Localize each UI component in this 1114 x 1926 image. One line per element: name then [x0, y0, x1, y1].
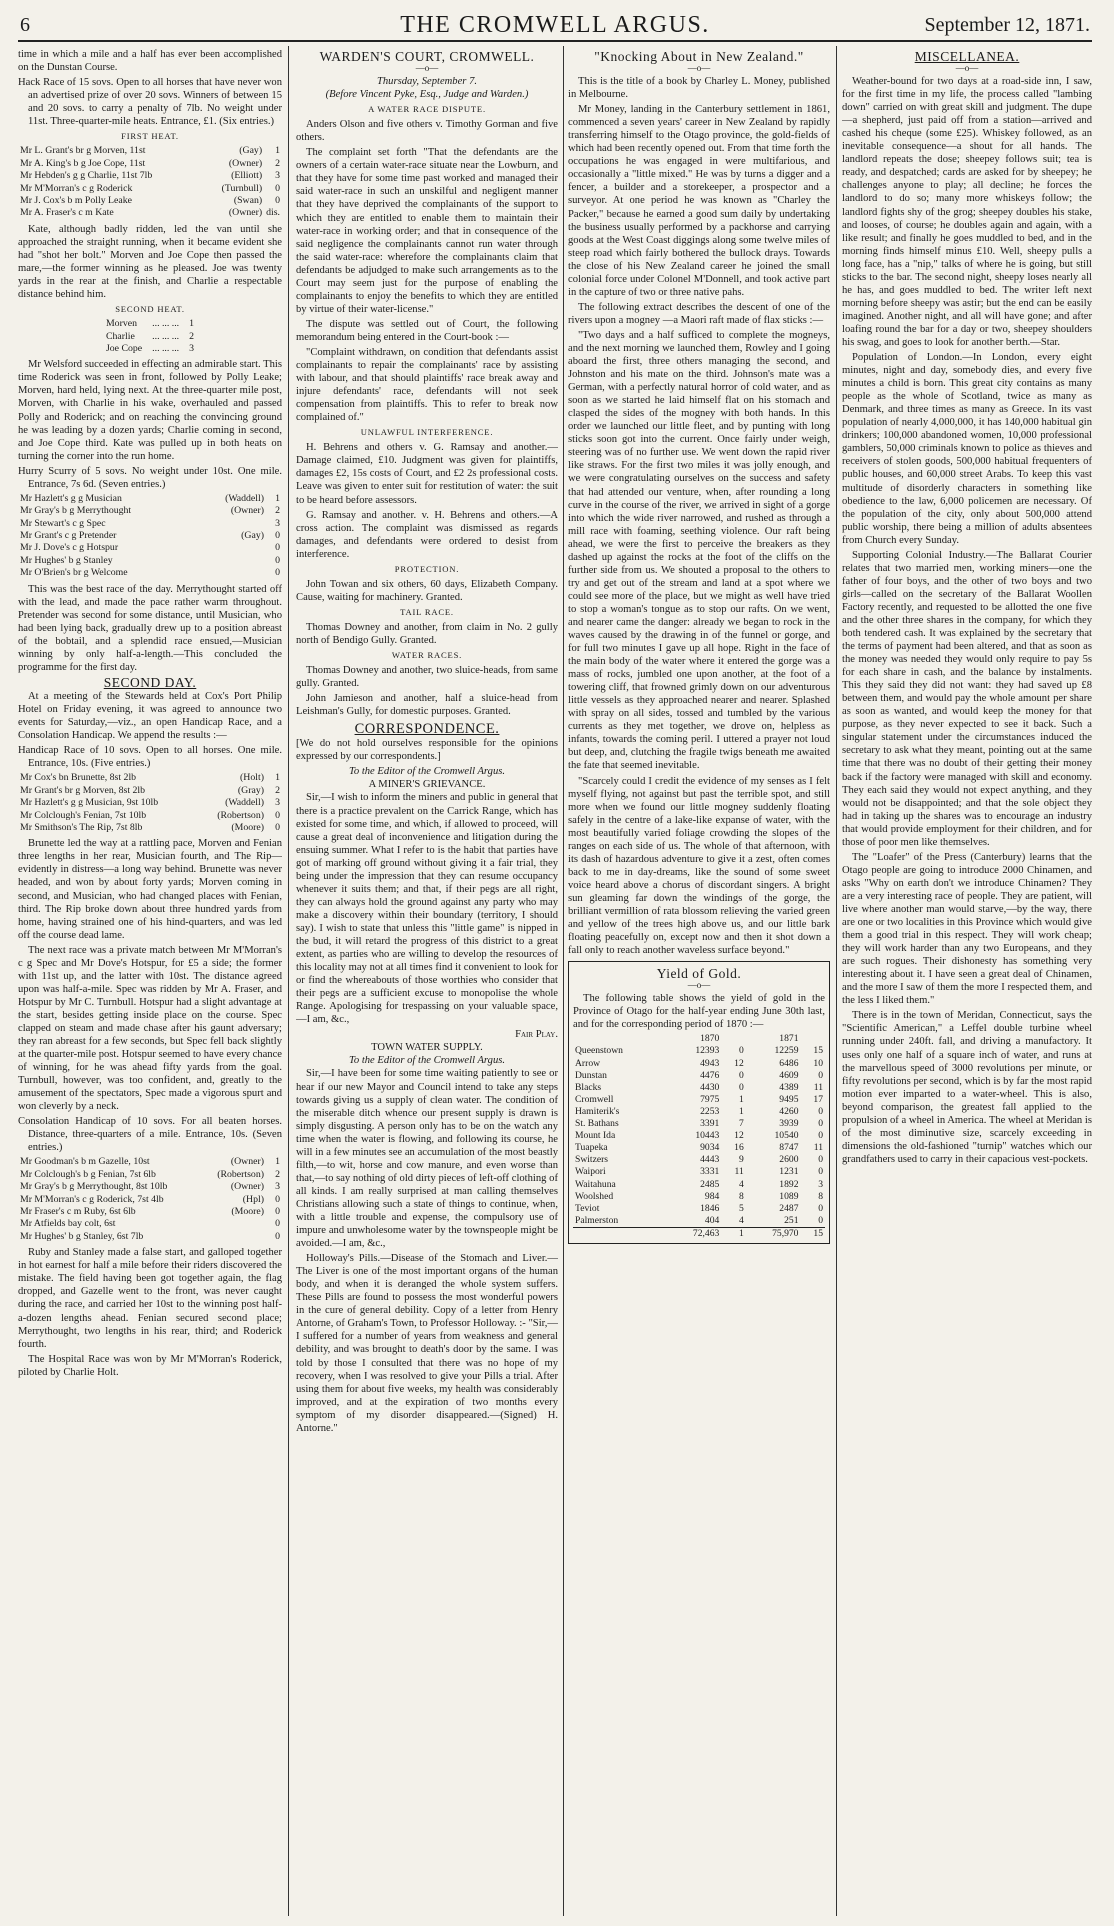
- table-row: Blacks 4430 0 4389 11: [575, 1081, 823, 1093]
- heat-results: [101, 318, 199, 355]
- letter-title: TOWN WATER SUPPLY.: [371, 1042, 483, 1054]
- result-row: Mr Grant's br g Morven, 8st 2lb (Gray) 2: [20, 784, 280, 796]
- race-description: Hack Race of 15 sovs. Open to all horses that have never won an advertised prize of over 20 sovs. Winners of between 15 and 20 sovs. to carry a penalty of 7lb. No weight under 11st. Three-quarter-mile heats. Entrance, £1. (Six entries.): [18, 77, 282, 128]
- race-description: Consolation Handicap of 10 sovs. For all beaten horses. Distance, three-quarters of a mile. Entrance, 10s. (Seven entries.): [18, 1116, 282, 1154]
- result-row: Mr Atfields bay colt, 6st 0: [20, 1218, 280, 1230]
- newspaper-title: THE CROMWELL ARGUS.: [400, 12, 710, 38]
- salutation: To the Editor of the Cromwell Argus.: [348, 766, 506, 778]
- column-racing: [18, 48, 282, 1914]
- table-total-row: 72,463 1 75,970 15: [573, 1227, 825, 1240]
- table-row: Teviot 1846 5 2487 0: [575, 1202, 823, 1214]
- subheading: TAIL RACE.: [400, 606, 454, 617]
- gold-yield-table: [573, 1033, 825, 1240]
- paragraph: Brunette led the way at a rattling pace, Morven and Fenian three lengths in her rear, Musician fourth, and The Rip—evidently in distress—a long way behind. Brunette was never headed, and won by about forty yards; Morven coming in second, and Musician, who had changed places with Fenian, third. The Rip broke down about three hundred yards from home, having strained one of his hind-quarters, and was led off the course dead lame.: [18, 838, 282, 941]
- column-knocking-about: [568, 48, 830, 1914]
- paragraph: Kate, although badly ridden, led the van until she approached the straight running, when it became evident she had "shot her bolt." Morven and Joe Cope then passed the mare,—the former winning as he pleased. Joe was twenty yards in the rear at the finish, and Charlie a respectable distance behind him.: [18, 223, 282, 300]
- gold-yield-box: [568, 961, 830, 1244]
- paragraph: The Hospital Race was won by Mr M'Morran's Roderick, piloted by Charlie Holt.: [18, 1353, 282, 1378]
- result-row: Mr J. Dove's c g Hotspur 0: [20, 542, 280, 554]
- table-row: Palmerston 404 4 251 0: [575, 1214, 823, 1226]
- column-miscellanea: [842, 48, 1092, 1914]
- paragraph: This is the title of a book by Charley L. Money, published in Melbourne.: [568, 76, 830, 101]
- paragraph: Supporting Colonial Industry.—The Ballarat Courier relates that two married men, working miners—one the father of four boys, and the other of two boys and two girls—called on the secretary of the Ballarat Woollen Factory recently, and requested to be allotted the one five and the other three shares in the company, for which they both tendered cash. It was explained by the secretary that the terms of payment had been altered, and that as soon as the money was needed they would only require to pay 5s for each share in cash, and the balance by instalments. This they said they did not want: they had saved up £8 between them, and would pay the whole amount per share as soon as wanted, and would keep the money for that purpose, as they never expected to see it back. Such a singular statement under the circumstances induced the secretary to ask what they meant, pointing out at the same time that there was no doubt of their getting their money back if the factory were managed with skill and economy. They each said they would not expect anything, and they would not be disappointed; and that the sole object they had in taking up the shares was to encourage an industry that would provide employment for their children, and for those of poor men like themselves.: [842, 549, 1092, 848]
- divider: —o—: [687, 63, 711, 74]
- article-title: WARDEN'S COURT, CROMWELL.: [319, 49, 535, 64]
- result-row: Mr A. Fraser's c m Kate (Owner) dis.: [20, 207, 280, 219]
- race-description: Hurry Scurry of 5 sovs. No weight under 10st. One mile. Entrance, 7s 6d. (Seven entries.): [18, 465, 282, 490]
- result-row: Mr Stewart's c g Spec 3: [20, 517, 280, 529]
- subheading: A WATER RACE DISPUTE.: [368, 104, 486, 115]
- paragraph: At a meeting of the Stewards held at Cox's Port Philip Hotel on Friday evening, it was agreed to announce two events for Saturday,—viz., an open Handicap Race, and a Consolation Handicap. We append the results :—: [18, 691, 282, 742]
- paragraph: "Complaint withdrawn, on condition that defendants assist complainants to repair the complainants' race by assisting with labour, and that should plaintiffs' race break away and injure defendants' race, defendants will not seek compensation from plaintiffs. This to refer to break now complained of.": [296, 346, 558, 424]
- result-row: Joe Cope ... ... ... 3: [105, 342, 195, 354]
- court-date: Thursday, September 7.: [376, 76, 478, 88]
- column-wardens-court: [296, 48, 558, 1914]
- result-row: Mr Colclough's b g Fenian, 7st 6lb (Robertson) 2: [20, 1168, 280, 1180]
- masthead: [18, 10, 1092, 42]
- table-row: Cromwell 7975 1 9495 17: [575, 1093, 823, 1105]
- table-row: Waipori 3331 11 1231 0: [575, 1166, 823, 1178]
- paragraph: The dispute was settled out of Court, the following memorandum being entered in the Court-book :—: [296, 318, 558, 343]
- article-title: Yield of Gold.: [656, 966, 742, 982]
- paragraph: Ruby and Stanley made a false start, and galloped together in hot earnest for half a mile before their riders discovered the mistake. The field having been got together again, the flag dropped, and Gazelle went to the front, was never caught during the race, and carried her 10st to the winning post half-a-dozen lengths ahead. Fenian secured second place; Merrythought, two lengths in his rear, third; and Roderick fourth.: [18, 1247, 282, 1350]
- paragraph: "Scarcely could I credit the evidence of my senses as I felt myself flying, not against but past the terrible spot, and still more when we found our little mogney suddenly floating safely in the centre of a lake-like expanse of water, with the most beautifully varied foliage crowding the slopes of the ranges on each side of us. The whole of that afternoon, with its dash of hazardous adventure to give it a zest, often comes back to me in day-dreams, like the sound of some sweet voice heard above a chorus of discordant singers. A bright sun gleaming far down the windings of the gorge, the brilliant vermillion of rata blossom relieving the varied green and yellow of the trees high above us, and our little bark floating peacefully on, except now and then it shot down a fall only to reach another waveless surface beyond.": [568, 775, 830, 957]
- paragraph: The complaint set forth "That the defendants are the owners of a certain water-race situate near the Lowburn, and that they have for some time past worked and managed their said water-race in such an unskilful and negligent manner that they have deprived the complainants of the support to which they are entitled to enable them to maintain their water-race in working order; and that in consequence of the said negligence the complainants cannot run water through the said water-race: wherefore the complainants claim that defendants be adjudged to make such arrangements as to the Court may seem just for the purpose of enabling the complainants to enjoy the benefits to which they are entitled by virtue of their water-license.": [296, 147, 558, 315]
- section-heading: SECOND DAY.: [103, 674, 197, 690]
- advertisement: Holloway's Pills.—Disease of the Stomach and Liver.—The Liver is one of the most important organs of the human body, and when it is deranged the whole system suffers. These Pills are found to possess the most wonderful powers in the cure of general debility. Copy of a letter from Henry Antorne, of Graham's Town, to Professor Holloway. :- "Sir,—I suffered for a number of years from weakness and general debility, and was brought to death's door by the same. I was told by those I consulted that there was no hope of my recovery, when I was resolved to give your Pills a trial. After using them for about five weeks, my health was considerably improved, and at the expiration of two months every symptom of my disorder disappeared.—(Signed) H. Antorne.": [296, 1253, 558, 1434]
- paragraph: There is in the town of Meridan, Connecticut, says the "Scientific American," a Leffel double turbine wheel running under 240ft. fall, and driving a manufactory. It uses only one half of a square inch of water, and runs at the marvellous speed of 3000 revolutions per minute, or fifty revolutions per second, which is by far the most rapid motion ever imparted to a water-wheel. This is also, beyond comparison, the greatest fall applied to the propulsion of a wheel in America. The wheel at Meridan is of the most diminutive size, scarcely exceeding in dimensions the old-fashioned "turnip" watches which our grandfathers used to carry in their capacious vest-pockets.: [842, 1010, 1092, 1165]
- table-row: Switzers 4443 9 2600 0: [575, 1154, 823, 1166]
- letter-body: Sir,—I have been for some time waiting patiently to see or hear if our new Mayor and Council intend to take any steps towards giving us a supply of clean water. The condition of the miserable ditch whence our present supply is drawn is simply disgusting. A person only has to be on the watch any time when the water is flowing, and following its course, he will in a few minutes see an accumulation of the most beastly filth,—to wit, horse and cow manure, and even worse than that,—to say nothing of old dirty pieces of left-off clothing of all kinds. I am really surprised at man calling themselves Christians allowing such a state of things to continue, when, with a little trouble and expense, the compulsory use of impure and unwholesome water by the townspeople might be avoided.—I am, &c.,: [296, 1068, 558, 1250]
- result-row: Mr J. Cox's b m Polly Leake (Swan) 0: [20, 194, 280, 206]
- result-row: Mr Gray's b g Merrythought, 8st 10lb (Owner) 3: [20, 1181, 280, 1193]
- table-row: Queenstown 12393 0 12259 15: [575, 1045, 823, 1057]
- race-results: [18, 772, 282, 834]
- paragraph: time in which a mile and a half has ever been accomplished on the Dunstan Course.: [18, 49, 282, 74]
- editorial-note: [We do not hold ourselves responsible for the opinions expressed by our correspondents.]: [296, 738, 558, 763]
- result-row: Mr Hebden's g g Charlie, 11st 7lb (Elliott) 3: [20, 170, 280, 182]
- result-row: Mr Gray's b g Merrythought (Owner) 2: [20, 505, 280, 517]
- result-row: Mr Hughes' b g Stanley, 6st 7lb 0: [20, 1230, 280, 1242]
- paragraph: Mr Money, landing in the Canterbury settlement in 1861, commenced a seven years' career in New Zealand by rapidly transferring himself to the Otago province, the gold-fields of which had been recently opened out. From that time forth the occupations he was engaged in were multifarious, and occasionally a "little mixed." He was by turns a digger and a fencer, a builder and a storekeeper, a prospector and a surveyor. At one period he was known as "Charley the Packer," because he earned a good sum daily by undertaking the business usually performed by a packhorse and carrying goods at the West Coast diggings along some twelve miles of steep road which fairly bothered the bullock drays. Towards the close of his New Zealand career he joined the small colonial force under Colonel M'Donnell, and took active part in the capture of two or three native pahs.: [568, 104, 830, 298]
- result-row: Mr M'Morran's c g Roderick, 7st 4lb (Hpl) 0: [20, 1193, 280, 1205]
- paragraph: The next race was a private match between Mr M'Morran's c g Spec and Mr Dove's Hotspur, for £5 a side; the former with 11st up, and the latter with 10st. The distance agreed upon was half-a-mile. Spec was ridden by Mr A. Fraser, and Hotspur by Mr C. Turnbull. Hotspur had a slight advantage at the start, besides getting inside place on the course. Spec clapped on steam and made chase after his gaunt adversary; they ran abreast for a few seconds, but Spec fell back slightly at the quarter-mile post. Hotspur seemed to have every chance of winning, for he was ahead fifty yards from the goal. Turnbull, however, was too confident, and, greatly to the amusement of the spectators, Spec made a vigorous spurt and won cleverly by a neck.: [18, 944, 282, 1113]
- table-row: Waitahuna 2485 4 1892 3: [575, 1178, 823, 1190]
- divider: —o—: [415, 63, 439, 74]
- result-row: Morven ... ... ... 1: [105, 318, 195, 330]
- paragraph: "Two days and a half sufficed to complete the mogneys, and the next morning we launched them, Rowley and I going aboard the first, three others managing the second, and Johnston and his mate on the third. Johnson's mate was a German, with a perfectly natural horror of cold water, and as soon as we started he laid himself flat on his stomach and clasped the sides of the mogney with both hands. In this order we launched our little fleet, and by punting with long sticks soon got into the current. Once fairly under weigh, steering was of no further use. We went down the rapid river like straws. For the first two miles it was jolly enough, and we were congratulating ourselves on the success and safety that had attended our venture, when, after rounding a long curve in the course of the river, we arrived in sight of a gorge into which the wide river narrowed, and rushed as through a mill race with foaming, seething violence. Our raft being ahead, we were the first to perceive the breakers as they dashed up against the rocks at the foot of the cliffs on the further side from us. We shouted a proposal to the others to try and get out of the stream and land at a spot where we could see more of the place, but we might as well have tried to stop a woman's tongue as to stop our rafts. On we went, and nearer came the danger: already we began to rock in the waves caused by the drawing in of the funnel or gorge, and for full two minutes I gave up all hope. Right in the face of the main body of the water where it entered the gorge was a mass of rocks, jumbled one upon another, at the foot of a towering cliff, that frowned grimly down on our adventurous little vessels as they approached nearer and nearer. Splashed with spray on all sides, tossed and tumbled by the various currents as they met together, we drove on, helpless as infants, towards the coming peril. I uttered a prayer not loud but deep, and, clutching the fragile twigs beneath me awaited the fate that seemed inevitable.: [568, 329, 830, 772]
- paragraph: The following table shows the yield of gold in the Province of Otago for the half-year ending June 30th last, and for the corresponding period of 1870 :—: [573, 993, 825, 1031]
- letter-title: A MINER'S GRIEVANCE.: [368, 779, 486, 791]
- subheading: UNLAWFUL INTERFERENCE.: [360, 427, 494, 438]
- paragraph: John Towan and six others, 60 days, Elizabeth Company. Cause, waiting for machinery. Granted.: [296, 578, 558, 603]
- result-row: Mr A. King's b g Joe Cope, 11st (Owner) 2: [20, 157, 280, 169]
- paragraph: Mr Welsford succeeded in effecting an admirable start. This time Roderick was seen in front, followed by Polly Leake; Morven, hard held, lying next. At the three-quarter mile post, Morven, with Charlie in his wake, overhauled and passed Polly and Roderick; and on reaching the convincing ground he was leading by a dozen yards; Charlie coming in second, and Joe Cope third. Kate was pulled up in both heats on turning the corner into the run home.: [18, 359, 282, 462]
- page-number: 6: [20, 14, 30, 36]
- heat-heading: FIRST HEAT.: [121, 131, 179, 142]
- paragraph: Thomas Downey and another, from claim in No. 2 gully north of Bendigo Gully. Granted.: [296, 621, 558, 646]
- result-row: Mr Smithson's The Rip, 7st 8lb (Moore) 0: [20, 821, 280, 833]
- race-results: [18, 145, 282, 219]
- table-row: St. Bathans 3391 7 3939 0: [575, 1118, 823, 1130]
- subheading: WATER RACES.: [391, 650, 463, 661]
- table-row: Mount Ida 10443 12 10540 0: [575, 1130, 823, 1142]
- result-row: Mr O'Brien's br g Welcome 0: [20, 567, 280, 579]
- heat-heading: SECOND HEAT.: [115, 304, 185, 315]
- divider: —o—: [687, 980, 711, 991]
- race-results: [18, 493, 282, 580]
- result-row: Charlie ... ... ... 2: [105, 330, 195, 342]
- table-row: Woolshed 984 8 1089 8: [575, 1190, 823, 1202]
- divider: —o—: [955, 63, 979, 74]
- paragraph: Thomas Downey and another, two sluice-heads, from same gully. Granted.: [296, 665, 558, 690]
- letter-body: Sir,—I wish to inform the miners and public in general that there is a practice prevalent on the Carrick Range, which has existed for some time, and which, if allowed to proceed, will cause a great deal of inconvenience and litigation during the ensuing summer. What I refer to is the habit that parties have got of marking off ground without giving it a fair trial, they being under the impression that they can resume occupancy whenever it suits them; and that, if their pegs are all right, they can always hold the ground against any party who may make a discovery within their boundary (territory, I should say). I wish to state that unless this "little game" is nipped in the bud, it will retard the progress of this district to a great extent, as parties who are willing to develop the resources of this locality may not at all times find it convenient to look for or find the whereabouts of those worthies who consider that their pegs are a sufficient excuse to monopolise the whole Range. Apologising for trespassing on your valuable space,—I am, &c.,: [296, 792, 558, 1026]
- column-rule: [563, 46, 564, 1916]
- paragraph: Population of London.—In London, every eight minutes, night and day, somebody dies, and every five minutes a child is born. This great city contains as many people as the whole of Scotland, twice as many as Denmark, and three times as many as Greece. In its vast population of nearly 4,000,000, it has 140,000 habitual gin drinkers; 100,000 abandoned women, 10,000 professional gamblers, 50,000 criminals known to police as thieves and receivers of stolen goods, 500,000 habitual frequenters of public houses, and 60,000 street Arabs. To keep this vast multitude of disorderly characters in something like obedience to the law, 6,000 policemen are necessary. Of the population of the city, only about 500,000 attend public worship, there being a million of adults absentees from Church every Sunday.: [842, 352, 1092, 546]
- column-rule: [836, 46, 837, 1916]
- result-row: Mr L. Grant's br g Morven, 11st (Gay) 1: [20, 145, 280, 157]
- result-row: Mr Goodman's b m Gazelle, 10st (Owner) 1: [20, 1156, 280, 1168]
- column-rule: [288, 46, 289, 1916]
- result-row: Mr Hazlett's g g Musician (Waddell) 1: [20, 492, 280, 504]
- issue-date: September 12, 1871.: [924, 14, 1090, 36]
- paragraph: Weather-bound for two days at a road-side inn, I saw, for the first time in my life, the process called "lambing down" carried on with great skill and judgment. The dupe—a shepherd, just paid off from a station—arrived and cashed his cheque (some £25). Whiskey followed, as an inevitable consequence—a shout for all hands. The landlord repeats the dose; sheepey follows suit; tea is ready, and despatched; cards are asked for by sheepey; he challenges anyone to play; all decline; he forces the landlord to do so; many more whiskeys follow; the landlord fights shy of the grog; sheepey doubles his stake, and looses, of course; he doubles again and again, with a like result; and finally he goes muddled to bed, and in the morning finds himself minus £10. Well, sheepy pulls a long face, has a "nip," talks of where he is going, but still sticks to the bar. The second night, sheepy loses nearly all he has, and goes muddled to bed. The writer left next morning before sheepy was astir; but the end can be easily imagined. Another night, and all will have gone; and after loafing round the bar for a day or two, sheepey shoulders his swag, and goes to look for another berth.—Star.: [842, 76, 1092, 348]
- paragraph: The "Loafer" of the Press (Canterbury) learns that the Otago people are going to introduce 2000 Chinamen, and asks "Why on earth don't we introduce Chinamen? They are a very interesting race of people. They are patient, will live where another man would starve,—by the way, there are one or two localities in this Province which would give them a good trial in this respect. They will work cheap; they will work harder than any two Europeans, and they are such rogues. Their dishonesty has something very interesting about it. I have seen a great deal of Chinamen, and the more I saw of them the more I respected them, and the less I liked them.": [842, 851, 1092, 1007]
- table-row: Tuapeka 9034 16 8747 11: [575, 1142, 823, 1154]
- court-bench: (Before Vincent Pyke, Esq., Judge and Warden.): [325, 89, 529, 101]
- article-title: "Knocking About in New Zealand.": [594, 49, 804, 64]
- paragraph: John Jamieson and another, half a sluice-head from Leishman's Gully, for domestic purposes. Granted.: [296, 693, 558, 718]
- subheading: PROTECTION.: [394, 563, 460, 574]
- result-row: Mr Fraser's c m Ruby, 6st 6lb (Moore) 0: [20, 1206, 280, 1218]
- result-row: Mr Hazlett's g g Musician, 9st 10lb (Waddell) 3: [20, 797, 280, 809]
- race-results: [18, 1156, 282, 1243]
- result-row: Mr Hughes' b g Stanley 0: [20, 554, 280, 566]
- paragraph: H. Behrens and others v. G. Ramsay and another.—Damage claimed, £10. Judgment was given for plaintiffs, damages £2, 15s costs of Court, and £2 2s professional costs. Leave was given to enter suit for restitution of water: the suit to be heard before assessors.: [296, 442, 558, 506]
- paragraph: Anders Olson and five others v. Timothy Gorman and five others.: [296, 119, 558, 144]
- result-row: Mr Cox's bn Brunette, 8st 2lb (Holt) 1: [20, 772, 280, 784]
- result-row: Mr Grant's c g Pretender (Gay) 0: [20, 530, 280, 541]
- table-row: Arrow 4943 12 6486 10: [575, 1057, 823, 1069]
- table-row: Hamiterik's 2253 1 4260 0: [575, 1105, 823, 1117]
- result-row: Mr M'Morran's c g Roderick (Turnbull) 0: [20, 182, 280, 194]
- section-heading: MISCELLANEA.: [914, 49, 1020, 64]
- paragraph: G. Ramsay and another. v. H. Behrens and others.—A cross action. The complaint was dismissed as regards damages, and defendants were ordered to desist from interference.: [296, 509, 558, 560]
- paragraph: The following extract describes the descent of one of the rivers upon a mogney —a Maori raft made of flax sticks :—: [568, 301, 830, 326]
- salutation: To the Editor of the Cromwell Argus.: [348, 1055, 506, 1067]
- paragraph: This was the best race of the day. Merrythought started off with the lead, and made the pace rather warm throughout. Pretender was second for some distance, until Musician, who had been lying back, gradually drew up to a position abreast of the bobtail, and a splendid race ensued,—Musician winning by only half-a-length.—This concluded the programme for the first day.: [18, 583, 282, 673]
- letter-signature: Fair Play.: [515, 1029, 558, 1041]
- race-description: Handicap Race of 10 sovs. Open to all horses. One mile. Entrance, 10s. (Five entries.): [18, 745, 282, 770]
- section-heading: CORRESPONDENCE.: [354, 721, 500, 738]
- table-header: 1870 1871: [700, 1033, 799, 1045]
- result-row: Mr Colclough's Fenian, 7st 10lb (Robertson) 0: [20, 809, 280, 821]
- table-row: Dunstan 4476 0 4609 0: [575, 1069, 823, 1081]
